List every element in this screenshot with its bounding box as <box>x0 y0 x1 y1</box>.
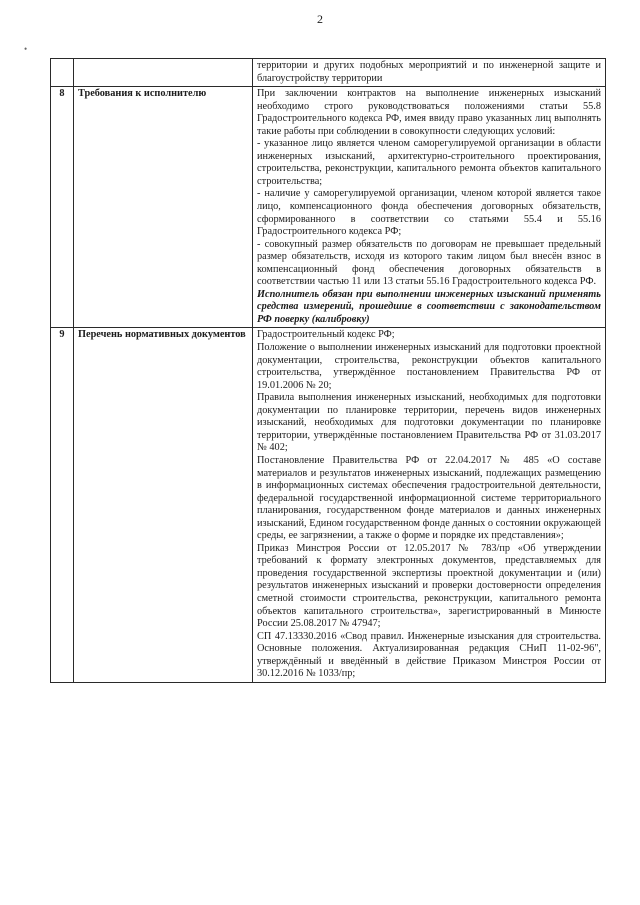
content-paragraph: Постановление Правительства РФ от 22.04.2017 № 485 «О составе материалов и результатов инженерных изысканий, подлежащих размещению в информационных системах обеспечения градостроительной деятельности, федеральной государственной информационной системе территориального планирования, государственном фонде материалов и данных инженерных изысканий, Едином государственном фонде данных о состоянии окружающей среды, ее загрязнении, а также о форме и порядке их представления»; <box>257 454 601 542</box>
row-content <box>253 87 606 328</box>
row-content <box>253 59 606 87</box>
row-label: Перечень нормативных документов <box>74 328 253 682</box>
table-row <box>51 87 606 328</box>
row-label <box>74 59 253 87</box>
row-label: Требования к исполнителю <box>74 87 253 328</box>
table-row <box>51 59 606 87</box>
row-number: 8 <box>51 87 74 328</box>
content-paragraph: Правила выполнения инженерных изысканий, необходимых для подготовки документации по планировке территории, перечень видов инженерных изысканий, необходимых для подготовки документации по планировке территории, утверждённые постановлением Правительства РФ от 31.03.2017 № 402; <box>257 392 601 454</box>
content-paragraph: - указанное лицо является членом саморегулируемой организации в области инженерных изысканий, архитектурно-строительного проектирования, строительства, реконструкции, капитального ремонта объектов капитального строительства; <box>257 138 601 187</box>
emphasis-paragraph: Исполнитель обязан при выполнении инженерных изысканий применять средства измерений, прошедшие в соответствии с законодательством РФ поверку (калибровку) <box>257 288 601 325</box>
content-paragraph: Приказ Минстроя России от 12.05.2017 № 783/пр «Об утверждении требований к формату электронных документов, представляемых для проведения государственной экспертизы проектной документации и (или) результатов инженерных изысканий и проверки достоверности определения сметной стоимости строительства, реконструкции, капитального ремонта объектов капитального строительства», зарегистрированный в Минюсте России 25.08.2017 № 47947; <box>257 542 601 630</box>
row-content <box>253 328 606 682</box>
row-number: 9 <box>51 328 74 682</box>
content-paragraph: СП 47.13330.2016 «Свод правил. Инженерные изыскания для строительства. Основные положения. Актуализированная редакция СНиП 11-02-96", утверждённый и введённый в действие Приказом Минстроя России от 30.12.2016 № 1033/пр; <box>257 630 601 680</box>
content-paragraph: - совокупный размер обязательств по договорам не превышает предельный размер обязательств, исходя из которого таким лицом был внесён взнос в компенсационный фонд обеспечения договорных обязательств в соответствии частью 11 или 13 статьи 55.16 Градостроительного кодекса РФ. <box>257 238 601 288</box>
content-paragraph: Положение о выполнении инженерных изысканий для подготовки проектной документации, строительства, реконструкции объектов капитального строительства, утверждённое постановлением Правительства РФ от 19.01.2006 № 20; <box>257 342 601 391</box>
content-paragraph: При заключении контрактов на выполнение инженерных изысканий необходимо строго руководствоваться положениями статьи 55.8 Градостроительного кодекса РФ, имея ввиду право указанных лиц выполнять такие работы при соблюдении в совокупности следующих условий: <box>257 88 601 137</box>
requirements-table <box>50 58 606 683</box>
content-paragraph: Градостроительный кодекс РФ; <box>257 329 395 341</box>
page-number: 2 <box>317 12 323 26</box>
content-paragraph: - наличие у саморегулируемой организации, членом которой является такое лицо, компенсационного фонда обеспечения договорных обязательств, сформированного в соответствии со статьями 55.4 и 55.16 Градостроительного кодекса РФ; <box>257 188 601 238</box>
content-paragraph: территории и других подобных мероприятий и по инженерной защите и благоустройству территории <box>257 60 601 84</box>
table-row <box>51 328 606 682</box>
margin-mark: • <box>24 44 28 54</box>
row-number <box>51 59 74 87</box>
